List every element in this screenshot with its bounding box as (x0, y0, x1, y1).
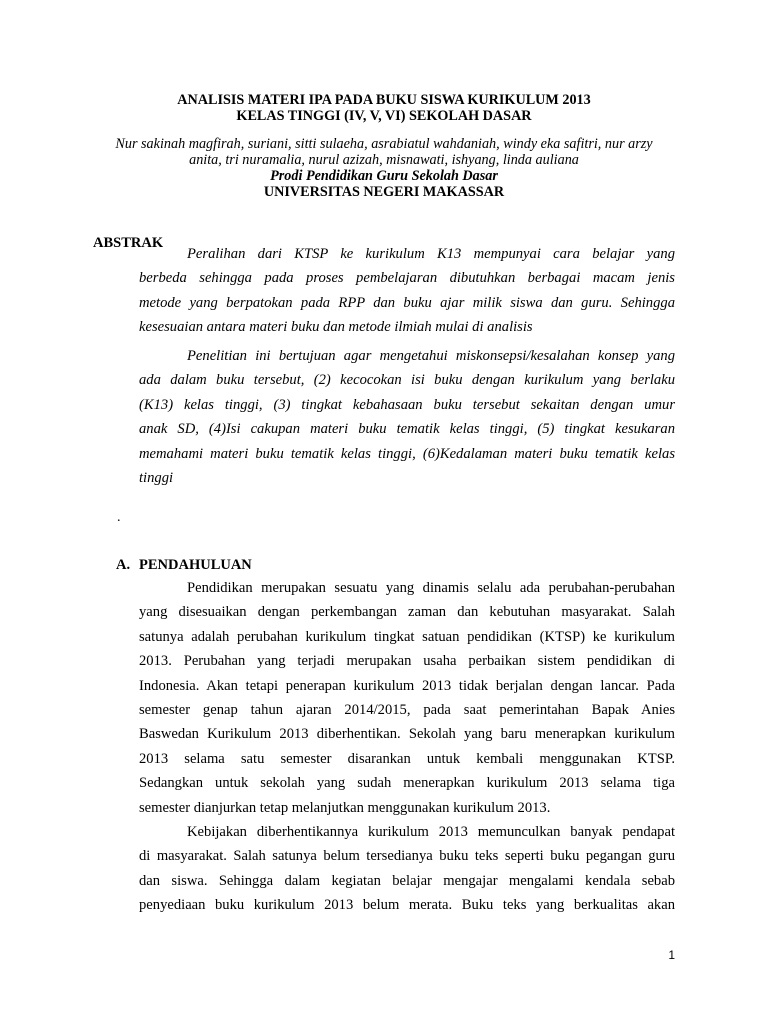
abstract-p1-line: metode yang berpatokan pada RPP dan buku ajar milik siswa dan guru. Sehingga (139, 294, 675, 311)
intro-p1-line: semester dianjurkan tetap melanjutkan menggunakan kurikulum 2013. (139, 799, 551, 816)
authors-line-1: Nur sakinah magfirah, suriani, sitti sulaeha, asrabiatul wahdaniah, windy eka safitri, nur arzy (115, 136, 653, 152)
intro-p1-line: satunya adalah perubahan kurikulum tingkat satuan pendidikan (KTSP) ke kurikulum (139, 628, 675, 645)
abstract-p2-line: anak SD, (4)Isi cakupan materi buku tematik kelas tinggi, (5) tingkat kesukaran (139, 421, 675, 438)
abstract-p2-line: ada dalam buku tersebut, (2) kecocokan isi buku dengan kurikulum yang berlaku (139, 372, 675, 389)
abstract-paragraph-1 (139, 242, 675, 340)
intro-p1-line: semester genap tahun ajaran 2014/2015, pada saat pemerintahan Bapak Anies (139, 701, 675, 718)
intro-p1-line: Pendidikan merupakan sesuatu yang dinamis selalu ada perubahan-perubahan (187, 580, 675, 596)
abstract-paragraph-2 (139, 344, 675, 490)
trailing-mark: . (117, 510, 121, 525)
intro-p1-line: 2013. Perubahan yang terjadi merupakan usaha perbaikan sistem pendidikan di (139, 653, 675, 670)
abstract-p1-line: Peralihan dari KTSP ke kurikulum K13 mempunyai cara belajar yang (187, 246, 675, 262)
intro-p2-line: penyediaan buku kurikulum 2013 belum merata. Buku teks yang berkualitas akan (139, 897, 675, 914)
abstract-heading: ABSTRAK (93, 235, 164, 251)
introduction-paragraph-2 (139, 820, 675, 918)
introduction-heading: PENDAHULUAN (139, 557, 252, 573)
abstract-p2-line: tinggi (139, 469, 174, 486)
paper-title-line-2: KELAS TINGGI (IV, V, VI) SEKOLAH DASAR (236, 108, 532, 124)
intro-p2-line: Kebijakan diberhentikannya kurikulum 2013 memunculkan banyak pendapat (187, 824, 675, 840)
intro-p1-line: yang disesuaikan dengan perkembangan zaman dan kebutuhan masyarakat. Salah (139, 604, 675, 621)
page-number: 1 (668, 948, 675, 962)
university-name: UNIVERSITAS NEGERI MAKASSAR (263, 184, 505, 200)
intro-p1-line: Baswedan Kurikulum 2013 diberhentikan. Sekolah yang baru menerapkan kurikulum (139, 726, 675, 743)
authors-line-2: anita, tri nuramalia, nurul azizah, misnawati, ishyang, linda auliana (189, 152, 579, 168)
abstract-p2-line: memahami materi buku tematik kelas tinggi, (6)Kedalaman materi buku tematik kelas (139, 445, 675, 462)
intro-p2-line: dan siswa. Sehingga dalam kegiatan belajar mengajar mengalami kendala sebab (139, 872, 675, 889)
intro-p2-line: di masyarakat. Salah satunya belum tersedianya buku teks seperti buku pegangan guru (139, 848, 675, 865)
abstract-p1-line: berbeda sehingga pada proses pembelajaran dibutuhkan berbagai macam jenis (139, 270, 675, 287)
intro-p1-line: Indonesia. Akan tetapi penerapan kurikulum 2013 tidak berjalan dengan lancar. Pada (139, 677, 675, 694)
intro-p1-line: 2013 selama satu semester disarankan untuk kembali menggunakan KTSP. (139, 750, 675, 767)
study-program: Prodi Pendidikan Guru Sekolah Dasar (270, 168, 498, 184)
abstract-p2-line: Penelitian ini bertujuan agar mengetahui miskonsepsi/kesalahan konsep yang (187, 348, 675, 364)
abstract-p1-line: kesesuaian antara materi buku dan metode ilmiah mulai di analisis (139, 319, 533, 336)
paper-title-line-1: ANALISIS MATERI IPA PADA BUKU SISWA KURIKULUM 2013 (177, 92, 591, 108)
section-letter: A. (116, 557, 131, 573)
introduction-paragraph-1 (139, 576, 675, 820)
abstract-p2-line: (K13) kelas tinggi, (3) tingkat kebahasaan buku tersebut sekaitan dengan umur (139, 396, 675, 413)
intro-p1-line: Sedangkan untuk sekolah yang sudah menerapkan kurikulum 2013 selama tiga (139, 775, 675, 792)
